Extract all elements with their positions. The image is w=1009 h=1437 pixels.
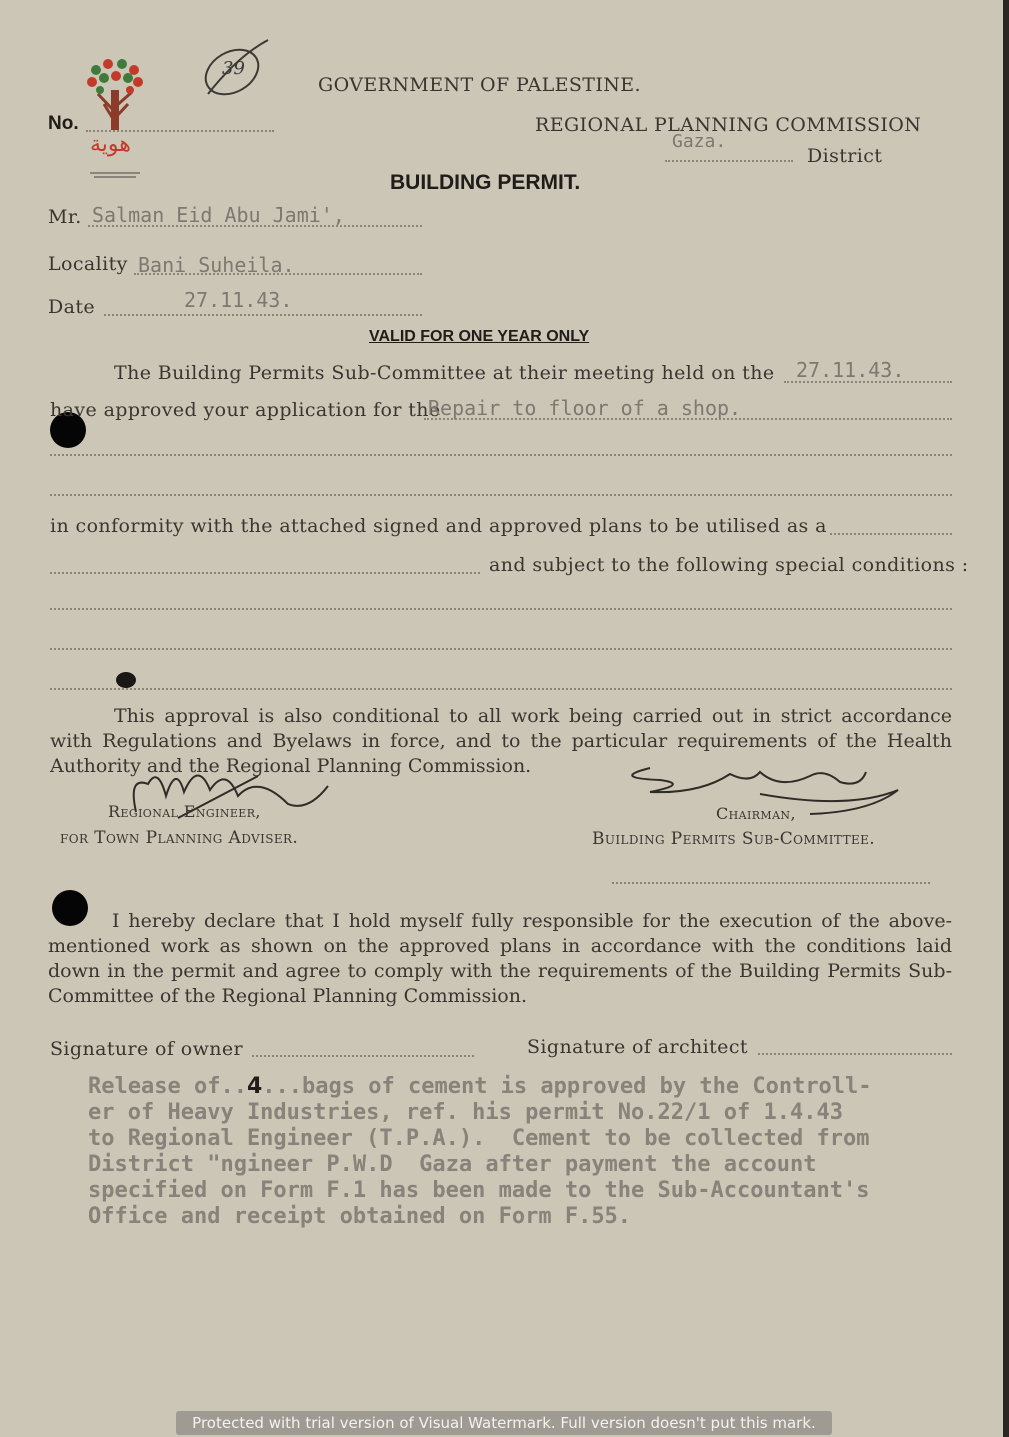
government-heading: GOVERNMENT OF PALESTINE. — [318, 74, 641, 96]
approval-line-text: have approved your application for the — [50, 399, 441, 421]
ink-blot — [116, 672, 136, 688]
date-label: Date — [48, 296, 96, 318]
watermark-banner — [176, 1411, 832, 1435]
cement-note-line-5: specified on Form F.1 has been made to the Sub-Accountant's — [88, 1178, 870, 1203]
logo-arabic-text: هوية — [90, 132, 131, 157]
cement-note-line-1a: Release of.. — [88, 1074, 247, 1099]
date-value: 27.11.43. — [184, 288, 293, 312]
chairman-extra-dotted-line — [612, 882, 930, 884]
meeting-date-value: 27.11.43. — [796, 358, 905, 382]
watermark-text: Protected with trial version of Visual Watermark. Full version doesn't put this mark. — [192, 1414, 816, 1432]
page-edge — [1003, 0, 1009, 1437]
blank-dotted-line-2 — [50, 494, 952, 496]
town-planning-adviser-title: for Town Planning Adviser. — [60, 828, 299, 848]
meeting-line-text: The Building Permits Sub-Committee at their meeting held on the — [114, 362, 775, 384]
mr-dotted-line — [88, 225, 422, 227]
approval-dotted-line — [424, 418, 952, 420]
conformity-line-text: in conformity with the attached signed and approved plans to be utilised as a — [50, 515, 827, 537]
special-conditions-text: and subject to the following special conditions : — [489, 554, 969, 576]
cement-release-note — [88, 1074, 872, 1230]
locality-dotted-line — [134, 273, 422, 275]
valid-notice: VALID FOR ONE YEAR ONLY — [369, 328, 590, 345]
locality-label: Locality — [48, 253, 128, 275]
blank-dotted-line-5 — [50, 688, 952, 690]
locality-value: Bani Suheila. — [138, 253, 295, 277]
cement-note-line-6: Office and receipt obtained on Form F.55. — [88, 1204, 632, 1229]
cement-note-line-3: to Regional Engineer (T.P.A.). Cement to be collected from — [88, 1126, 870, 1151]
cement-note-line-2: er of Heavy Industries, ref. his permit No.22/1 of 1.4.43 — [88, 1100, 843, 1125]
handwritten-number-circle — [198, 36, 274, 102]
blank-dotted-line-3 — [50, 608, 952, 610]
approval-purpose-value: Repair to floor of a shop. — [428, 396, 742, 420]
district-label: District — [807, 145, 883, 167]
blank-dotted-line-1 — [50, 454, 952, 456]
commission-heading: REGIONAL PLANNING COMMISSION — [535, 114, 922, 136]
district-value: Gaza. — [672, 131, 727, 152]
sub-committee-title: Building Permits Sub-Committee. — [592, 829, 876, 849]
district-dotted-line — [665, 160, 793, 162]
document-title: BUILDING PERMIT. — [390, 171, 581, 194]
mr-value: Salman Eid Abu Jami', — [92, 203, 345, 227]
blank-dotted-line-4 — [50, 648, 952, 650]
chairman-title: Chairman, — [716, 804, 796, 823]
architect-signature-label: Signature of architect — [527, 1036, 748, 1058]
conformity-dotted-line — [830, 533, 952, 535]
no-label: No. — [48, 113, 79, 134]
no-dotted-line — [86, 130, 274, 132]
tree-logo — [84, 52, 146, 180]
cement-note-line-1b: ...bags of cement is approved by the Controll- — [262, 1074, 872, 1099]
owner-signature-label: Signature of owner — [50, 1038, 244, 1060]
mr-label: Mr. — [48, 206, 82, 228]
handwritten-number: 39 — [222, 58, 245, 79]
architect-signature-dotted-line — [758, 1053, 952, 1055]
conditions-lead-dotted-line — [50, 572, 480, 574]
owner-signature-dotted-line — [252, 1055, 474, 1057]
regional-engineer-title: Regional Engineer, — [108, 802, 261, 821]
declaration-paragraph: I hereby declare that I hold myself fully responsible for the execution of the above-mentioned work as shown on the approved plans in accordance with the conditions laid down in the permit and agree to comply with the requirements of the Building Permits Sub-Committee of the Regional Planning Commission. — [48, 910, 952, 1007]
meeting-dotted-line — [784, 381, 952, 383]
bags-number: 4 — [246, 1074, 263, 1099]
cement-note-line-1 — [88, 1074, 872, 1100]
conditions-paragraph: This approval is also conditional to all work being carried out in strict accordance with Regulations and Byelaws in force, and to the particular requirements of the Health Authority and the Regional Planning Commission. — [50, 705, 952, 777]
date-dotted-line — [104, 314, 422, 316]
cement-note-line-4: District "ngineer P.W.D Gaza after payment the account — [88, 1152, 817, 1177]
